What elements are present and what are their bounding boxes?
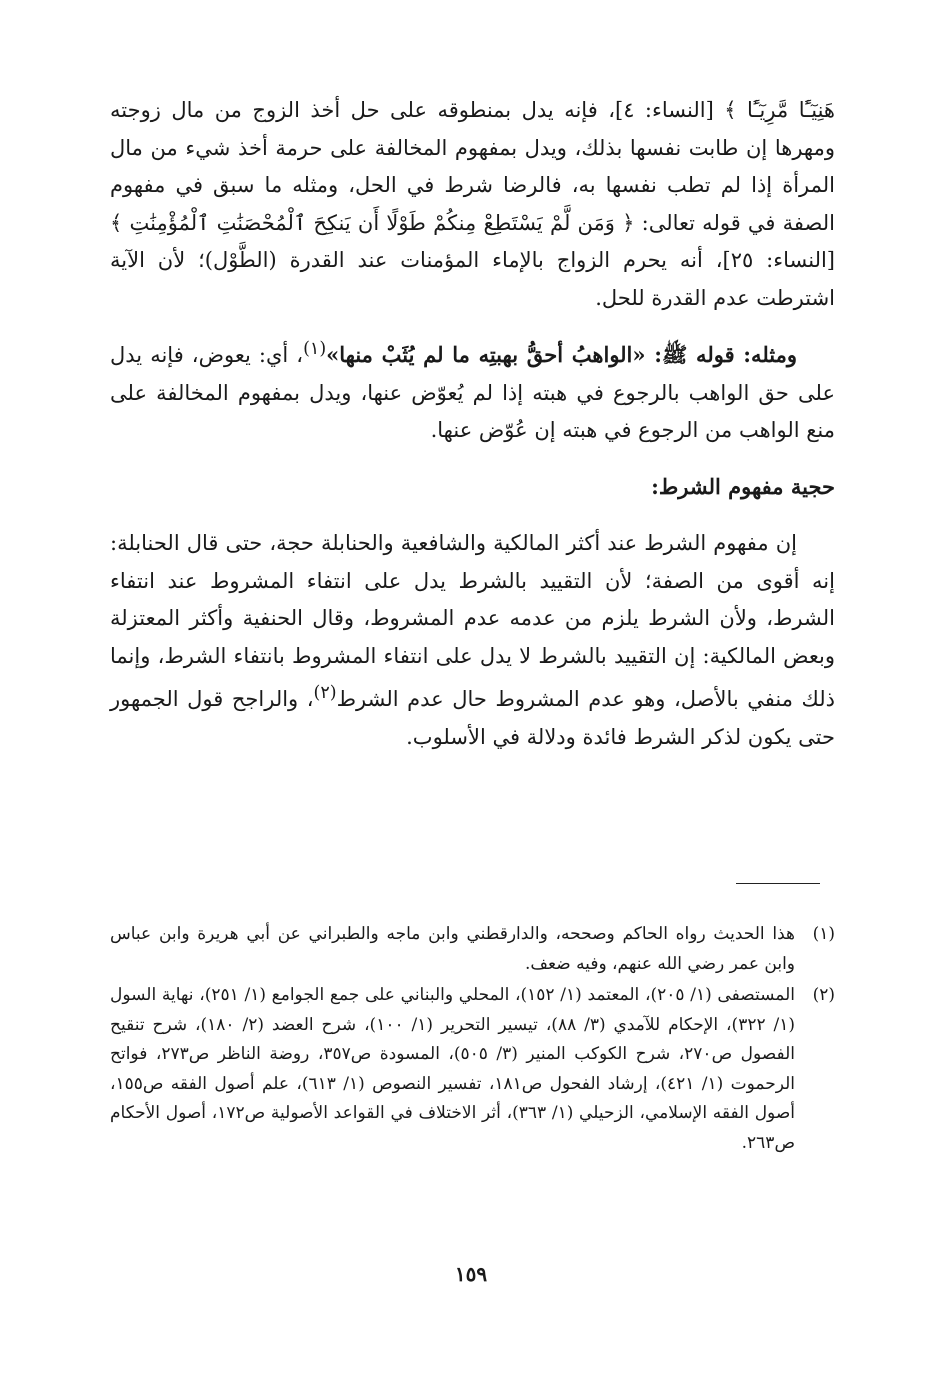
- footnote-text: هذا الحديث رواه الحاكم وصححه، والدارقطني وابن ماجه والطبراني عن أبي هريرة وابن عباس وابن عمر رضي الله عنهم، وفيه ضعف.: [110, 924, 795, 974]
- paragraph-1: [110, 92, 835, 317]
- footnote-number: (٢): [812, 985, 835, 1005]
- paragraph-3: [110, 525, 835, 756]
- paragraph-1-text: هَنِيٓـًٔا مَّرِيٓـًٔا ﴾ [النساء: ٤]، فإنه يدل بمنطوقه على حل أخذ الزوج من مال زوجته ومهرها إن طابت نفسها بذلك، ويدل بمفهوم المخالفة على حرمة أخذ شيء من مال المرأة إذا لم تطب نفسها به، فالرضا شرط في الحل، ومثله ما سبق في مفهوم الصفة في قوله تعالى: ﴿ وَمَن لَّمْ يَسْتَطِعْ مِنكُمْ طَوْلًا أَن يَنكِحَ ٱلْمُحْصَنَٰتِ ٱلْمُؤْمِنَٰتِ ﴾ [النساء: ٢٥]، أنه يحرم الزواج بالإماء المؤمنات عند القدرة (الطَّوْل)؛ لأن الآية اشترطت عدم القدرة للحل.: [110, 98, 835, 310]
- footnotes: [110, 920, 835, 1160]
- footnote-number: (١): [812, 924, 835, 944]
- footnote-ref-2[interactable]: (٢): [313, 683, 337, 703]
- main-text: [110, 92, 835, 756]
- footnote-divider: [736, 883, 820, 884]
- footnote-ref-1[interactable]: (١): [303, 339, 327, 359]
- hadith-quote: ومثله: قوله ﷺ: «الواهبُ أحقُّ بهبتِه ما لم يُثَبْ منها»: [326, 342, 797, 367]
- footnote-1: [110, 920, 835, 979]
- section-heading: حجية مفهوم الشرط:: [651, 473, 835, 499]
- page-number: ١٥٩: [454, 1262, 488, 1286]
- paragraph-2: [110, 331, 835, 450]
- paragraph-3-text-b: ، والراجح قول الجمهور حتى يكون لذكر الشرط فائدة ودلالة في الأسلوب.: [110, 687, 835, 749]
- footnote-text: المستصفى (١/ ٢٠٥)، المعتمد (١/ ١٥٢)، المحلي والبناني على جمع الجوامع (١/ ٢٥١)، نهاية السول (١/ ٣٢٢)، الإحكام للآمدي (٣/ ٨٨)، تيسير التحرير (١/ ١٠٠)، شرح العضد (٢/ ١٨٠)، شرح تنقيح الفصول ص٢٧٠، شرح الكوكب المنير (٣/ ٥٠٥)، المسودة ص٣٥٧، روضة الناظر ص٢٧٣، فواتح الرحموت (١/ ٤٢١)، إرشاد الفحول ص١٨١، تفسير النصوص (١/ ٦١٣)، علم أصول الفقه ص١٥٥، أصول الفقه الإسلامي، الزحيلي (١/ ٣٦٣)، أثر الاختلاف في القواعد الأصولية ص١٧٢، أصول الأحكام ص٢٦٣.: [110, 985, 796, 1153]
- paragraph-3-text-a: إن مفهوم الشرط عند أكثر المالكية والشافعية والحنابلة حجة، حتى قال الحنابلة: إنه أقوى من الصفة؛ لأن التقييد بالشرط يدل على انتفاء المشروط عند انتفاء الشرط، ولأن الشرط يلزم من عدمه عدم المشروط، وقال الحنفية وأكثر المعتزلة وبعض المالكية: إن التقييد بالشرط لا يدل على انتفاء المشروط بانتفاء الشرط، وإنما ذلك منفي بالأصل، وهو عدم المشروط حال عدم الشرط: [110, 531, 835, 711]
- paragraph-2-text: ، أي: يعوض، فإنه يدل على حق الواهب بالرجوع في هبته إذا لم يُعوّض عنها، ويدل بمفهوم المخالفة على منع الواهب من الرجوع في هبته إن عُوّض عنها.: [110, 343, 835, 442]
- footnote-2: [110, 981, 835, 1158]
